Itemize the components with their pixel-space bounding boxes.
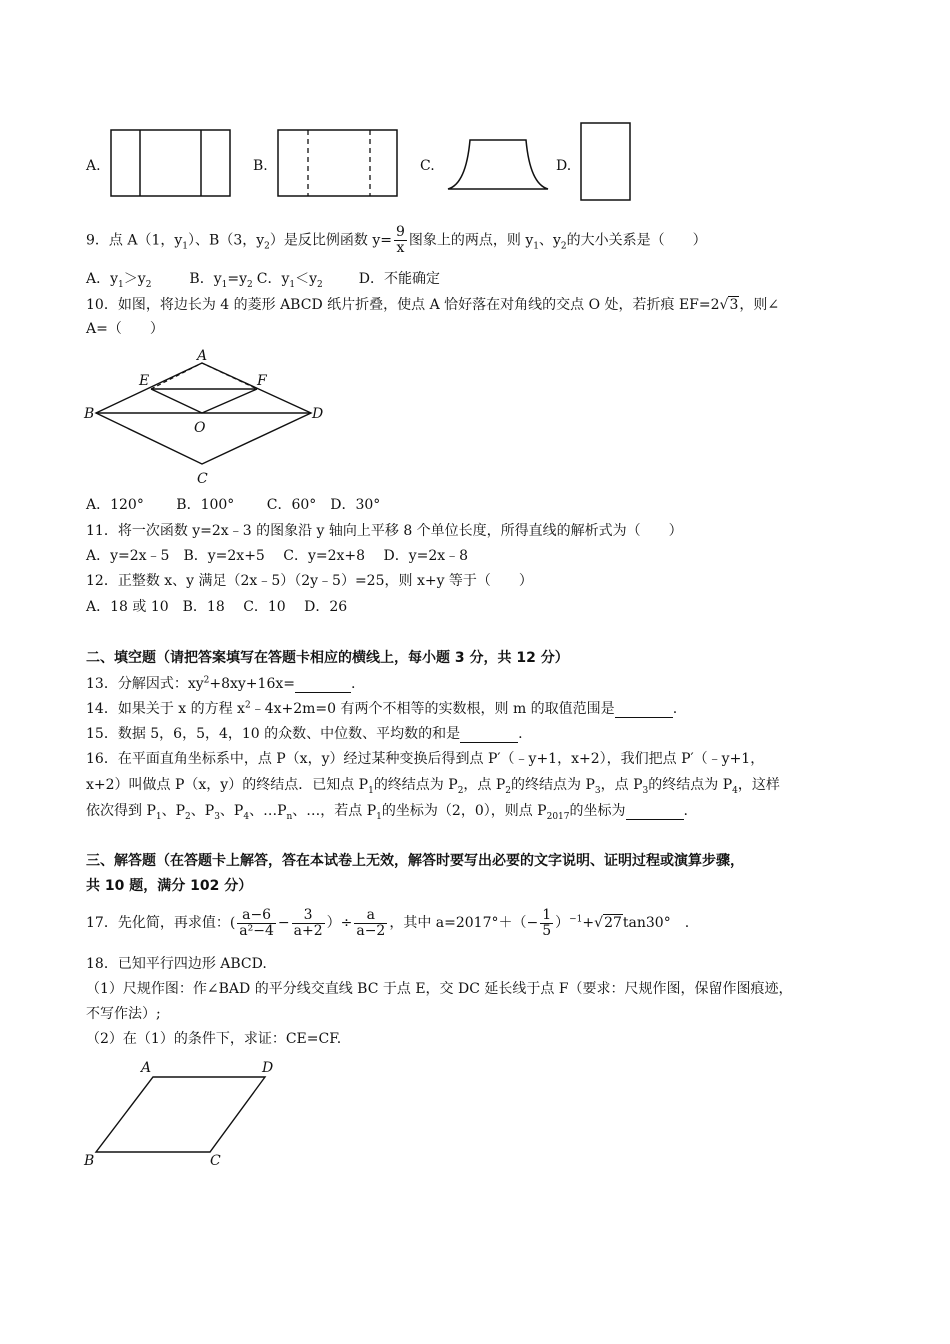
q16-line3: 依次得到 $P_1$、$P_2$、$P_3$、$P_4$、$\dots P_n$、…，若点 $P_1$的坐标为（2，0），则点 $P_{2017}$的坐标为 . xyxy=(86,803,688,822)
q17: 17．先化简，再求值：( $\frac{a-6}{\text{a²−4}}$ − $\frac{3}{a+2}$ ）÷ $\frac{a}{a-2}$ ，其中 a=2017°＋（− $\frac{1}{5}$ ）$^{-1}$+√27tan30° . xyxy=(86,906,690,939)
q18-line4: （2）在（1）的条件下，求证：CE=CF. xyxy=(86,1031,342,1047)
q10-label-o: O xyxy=(194,420,206,436)
q9-stem: 9．点 A（1，$y_1$）、B（3，$y_2$）是反比例函数 y= $\frac{9}{x}$ 图象上的两点，则 $y_1$、$y_2$的大小关系是（ ） xyxy=(86,224,707,256)
q10-label-a: A xyxy=(197,348,208,364)
q11-options: A．y=2x﹣5 B．y=2x+5 C．y=2x+8 D．y=2x﹣8 xyxy=(86,548,469,564)
q8-option-c-label: C. xyxy=(420,158,435,174)
q13: 13．分解因式：$xy^2+8xy+16x=$ . xyxy=(86,675,356,692)
q10-label-b: B xyxy=(84,406,95,422)
q10-label-e: E xyxy=(139,373,150,389)
q10-stem-line1: 10．如图，将边长为 4 的菱形 ABCD 纸片折叠，使点 A 恰好落在对角线的交点 O 处，若折痕 EF=2√3，则∠ xyxy=(86,297,780,313)
section-2-title: 二、填空题（请把答案填写在答题卡相应的横线上，每小题 3 分，共 12 分） xyxy=(86,650,569,666)
q10-stem-line2: A=（ ） xyxy=(86,321,164,337)
q8-option-a-label: A. xyxy=(86,158,101,174)
q18-label-d: D xyxy=(262,1060,274,1076)
q18-line1: 18．已知平行四边形 ABCD. xyxy=(86,956,267,972)
q18-label-b: B xyxy=(84,1153,95,1169)
q9-fraction: $\frac{9}{x}$ xyxy=(395,224,405,256)
q10-options: A．120° B．100° C．60° D．30° xyxy=(86,497,381,513)
q14: 14．如果关于 x 的方程 $x^2﹣4x+2m=0$ 有两个不相等的实数根，则 m 的取值范围是 . xyxy=(86,700,678,717)
q15: 15．数据 5，6，5，4，10 的众数、中位数、平均数的和是 . xyxy=(86,726,523,742)
q10-label-d: D xyxy=(312,406,324,422)
q8-option-d-label: D. xyxy=(556,158,572,174)
q12-options: A．18 或 10 B．18 C．10 D．26 xyxy=(86,599,348,615)
q11-stem: 11．将一次函数 y=2x﹣3 的图象沿 y 轴向上平移 8 个单位长度，所得直线的解析式为（ ） xyxy=(86,523,683,539)
q16-line1: 16．在平面直角坐标系中，点 P（x，y）经过某种变换后得到点 P′（﹣y+1，x+2），我们把点 P′（﹣y+1， xyxy=(86,751,765,767)
q12-stem: 12．正整数 x、y 满足（2x﹣5）（2y﹣5）=25，则 x+y 等于（ ） xyxy=(86,573,533,589)
q10-label-c: C xyxy=(197,471,208,487)
q9-options: A．$y_1>y_2$ B．$y_1=y_2$ C．$y_1<y_2$ D．不能确定 xyxy=(86,271,440,290)
q10-label-f: F xyxy=(257,373,267,389)
q18-line3: 不写作法）; xyxy=(86,1006,161,1022)
section-3-title-line1: 三、解答题（在答题卡上解答，答在本试卷上无效，解答时要写出必要的文字说明、证明过程或演算步骤， xyxy=(86,853,744,869)
q18-label-a: A xyxy=(141,1060,152,1076)
q8-option-b-label: B. xyxy=(253,158,268,174)
q18-label-c: C xyxy=(210,1153,221,1169)
q18-line2: （1）尺规作图：作∠BAD 的平分线交直线 BC 于点 E，交 DC 延长线于点 F（要求：尺规作图，保留作图痕迹， xyxy=(86,981,793,997)
q16-line2: x+2）叫做点 P（x，y）的终结点．已知点 $P_1$的终结点为 $P_2$，点 $P_2$的终结点为 $P_3$，点 $P_3$的终结点为 $P_4$，这样 xyxy=(86,777,780,796)
section-3-title-line2: 共 10 题，满分 102 分） xyxy=(86,878,253,894)
